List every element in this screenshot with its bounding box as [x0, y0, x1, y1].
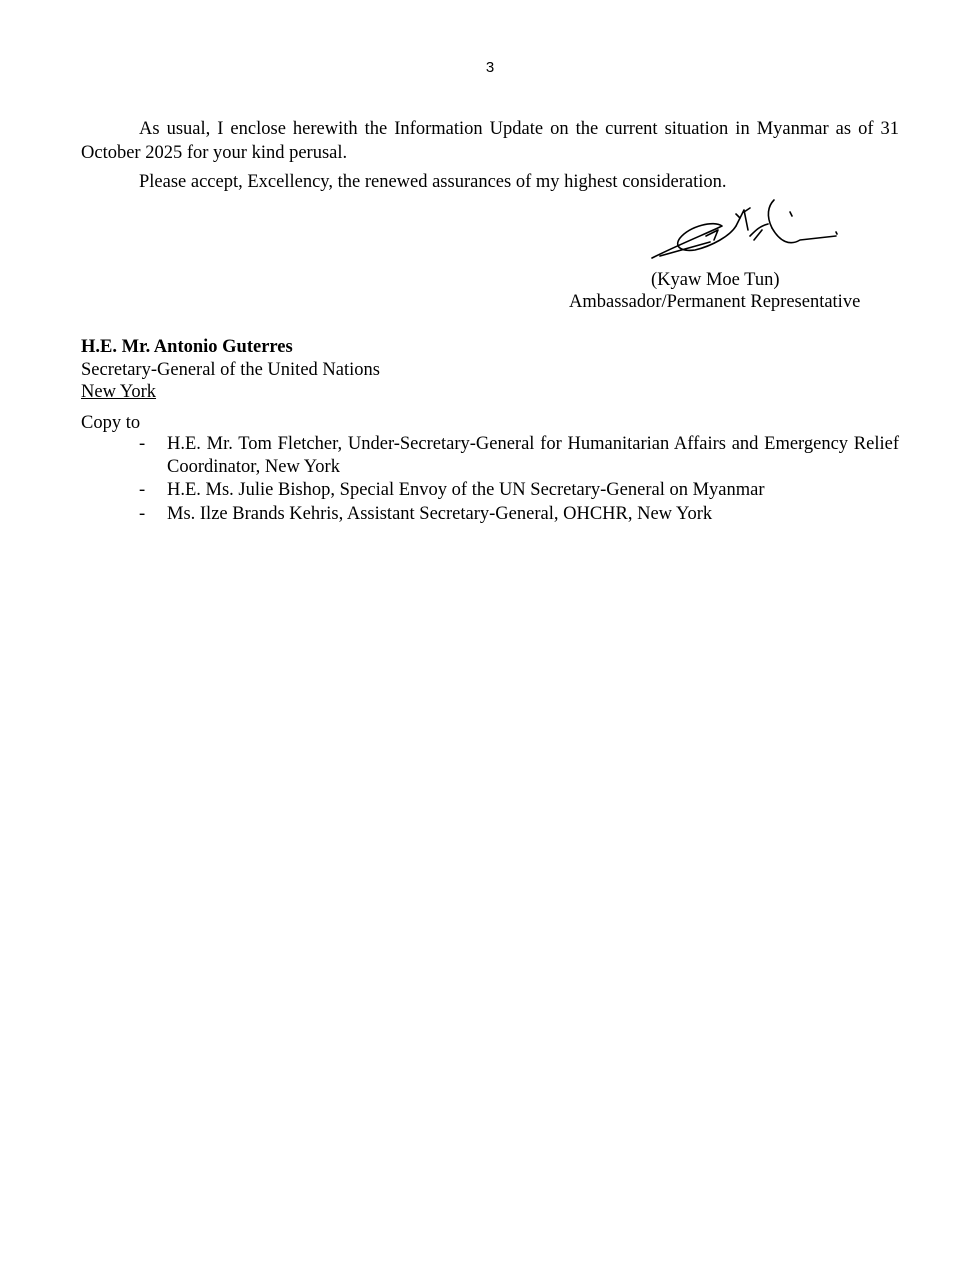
handwritten-signature — [640, 196, 850, 266]
list-bullet: - — [139, 434, 146, 454]
list-bullet: - — [139, 480, 146, 500]
list-item — [81, 503, 899, 526]
list-item — [81, 479, 899, 502]
page-number: 3 — [485, 59, 495, 76]
list-bullet: - — [139, 503, 146, 524]
body-paragraph-closing: Please accept, Excellency, the renewed assurances of my highest consideration. — [139, 172, 727, 192]
list-item — [81, 433, 899, 478]
addressee-city: New York — [81, 382, 157, 402]
body-paragraph-enclosure: As usual, I enclose herewith the Information Update on the current situation in Myanmar as of 31 October 2025 for your kind perusal. — [81, 119, 899, 163]
addressee-block — [81, 336, 380, 404]
signatory-title: Ambassador/Permanent Representative — [569, 292, 861, 312]
addressee-title: Secretary-General of the United Nations — [81, 359, 380, 380]
copy-to-list — [81, 433, 899, 525]
copy-recipient: H.E. Mr. Tom Fletcher, Under-Secretary-General for Humanitarian Affairs and Emergency Relief Coordinator, New York — [167, 434, 899, 477]
signatory-name: (Kyaw Moe Tun) — [651, 270, 780, 290]
copy-recipient: H.E. Ms. Julie Bishop, Special Envoy of the UN Secretary-General on Myanmar — [167, 480, 765, 500]
copy-recipient: Ms. Ilze Brands Kehris, Assistant Secretary-General, OHCHR, New York — [167, 503, 713, 524]
addressee-name: H.E. Mr. Antonio Guterres — [81, 337, 293, 357]
copy-to-label: Copy to — [81, 413, 141, 433]
